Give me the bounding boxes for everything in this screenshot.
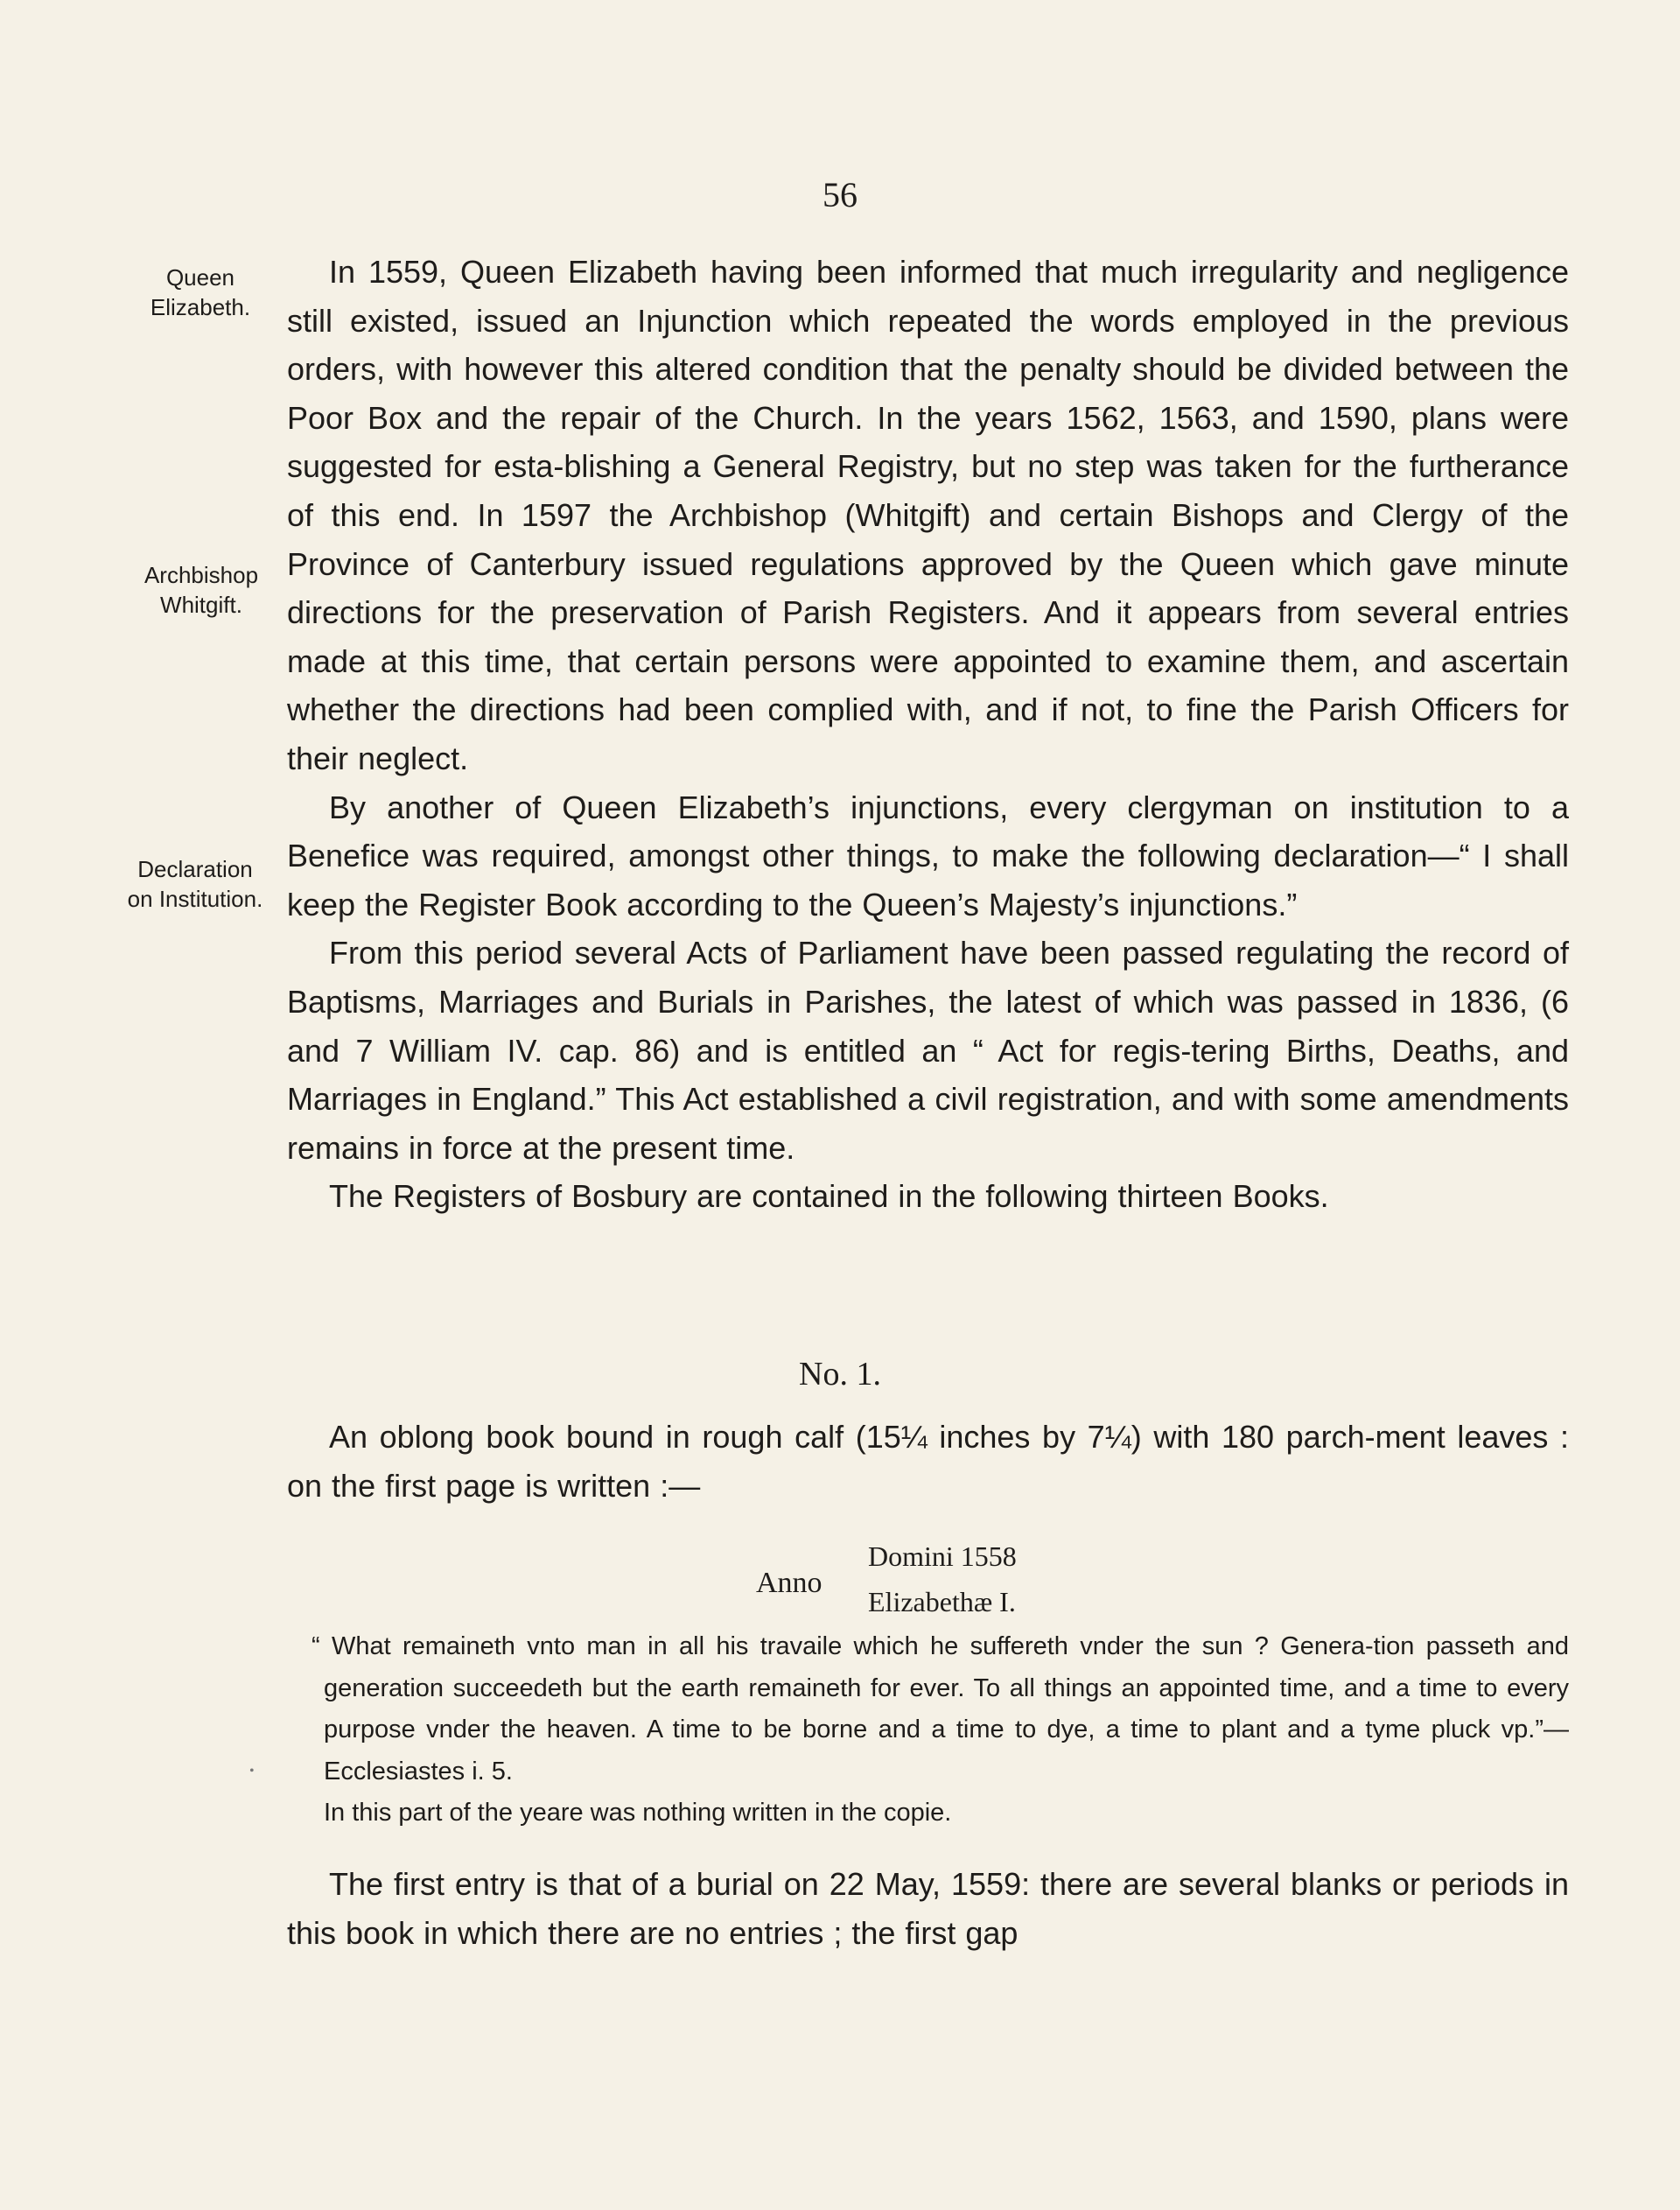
inscription-elizabethae: Elizabethæ I. bbox=[868, 1586, 1016, 1617]
book-description-block bbox=[287, 1413, 1569, 1510]
margin-note-line: on Institution. bbox=[127, 886, 263, 912]
margin-note-queen-elizabeth bbox=[100, 263, 301, 322]
margin-note-line: Archbishop bbox=[144, 562, 259, 588]
paragraph: In 1559, Queen Elizabeth having been informed that much irregularity and negligence still existed, issued an Injunction which repeated the words employed in the previous orders, with however this altered condition that the penalty should be divided between the Poor Box and the repair of the Church. In the years 1562, 1563, and 1590, plans were suggested for esta-blishing a General Registry, but no step was taken for the furtherance of this end. In 1597 the Archbishop (Whitgift) and certain Bishops and Clergy of the Province of Canterbury issued regulations approved by the Queen which gave minute directions for the preservation of Parish Registers. And it appears from several entries made at this time, that certain persons were appointed to examine them, and ascertain whether the directions had been complied with, and if not, to fine the Parish Officers for their neglect. bbox=[287, 254, 1569, 776]
inscription-anno: Anno bbox=[756, 1567, 822, 1599]
margin-note-archbishop-whitgift bbox=[101, 560, 302, 620]
main-text bbox=[287, 248, 1569, 1221]
margin-note-declaration bbox=[86, 854, 304, 914]
final-paragraph-block bbox=[287, 1860, 1569, 1957]
paragraph: The first entry is that of a burial on 22 May, 1559: there are several blanks or periods in this book in which there are no entries ; the first gap bbox=[287, 1866, 1569, 1951]
quotation-note: In this part of the yeare was nothing written in the copie. bbox=[324, 1799, 952, 1827]
paragraph: From this period several Acts of Parliament have been passed regulating the record of Baptisms, Marriages and Burials in Parishes, the latest of which was passed in 1836, (6 and 7 William IV. cap. 86) and is entitled an “ Act for regis-tering Births, Deaths, and Marriages in England.” This Act established a civil registration, and with some amendments remains in force at the present time. bbox=[287, 935, 1569, 1166]
page-number: 56 bbox=[822, 175, 858, 214]
margin-note-line: Queen bbox=[165, 264, 235, 291]
margin-note-line: Declaration bbox=[137, 856, 253, 882]
paragraph: By another of Queen Elizabeth’s injunctions, every clergyman on institution to a Benefice was required, amongst other things, to make the following declaration—“ I shall keep the Register Book according to the Queen’s Majesty’s injunctions.” bbox=[287, 789, 1569, 923]
stray-ink-mark: • bbox=[249, 1764, 255, 1779]
inscription-domini: Domini 1558 bbox=[868, 1540, 1017, 1572]
quotation: “ What remaineth vnto man in all his travaile which he suffereth vnder the sun ? Genera-tion passeth and generation succeedeth but the earth remaineth for ever. To all things an appointed time, and a time to every purpose vnder the heaven. A time to be borne and a time to dye, a time to plant and a tyme pluck vp.”—Ecclesiastes i. 5. bbox=[312, 1632, 1569, 1786]
quotation-block bbox=[312, 1626, 1569, 1835]
margin-note-line: Whitgift. bbox=[160, 592, 242, 618]
book-description: An oblong book bound in rough calf (15¼ inches by 7¼) with 180 parch-ment leaves : on the first page is written :— bbox=[287, 1419, 1569, 1504]
paragraph: The Registers of Bosbury are contained in the following thirteen Books. bbox=[329, 1178, 1329, 1215]
section-heading: No. 1. bbox=[799, 1356, 881, 1393]
margin-note-line: Elizabeth. bbox=[150, 294, 251, 320]
inscription bbox=[752, 1540, 1190, 1628]
